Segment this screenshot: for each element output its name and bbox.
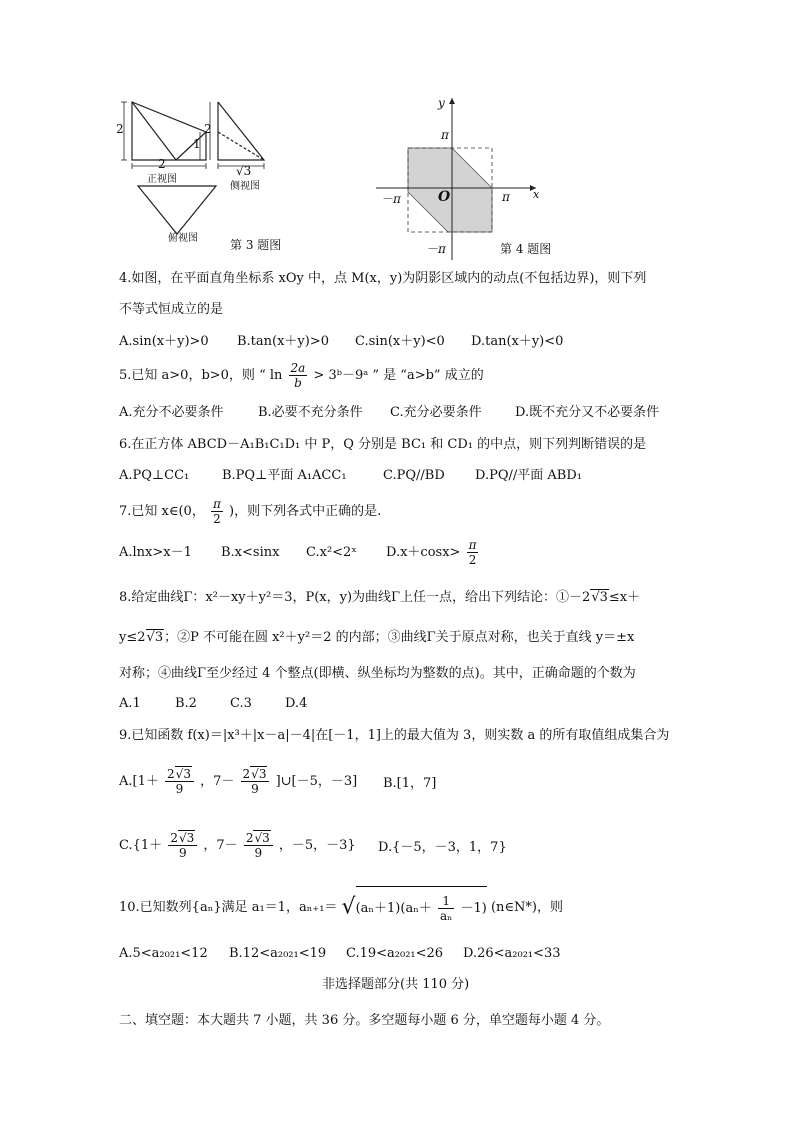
q8-line1 xyxy=(119,589,640,607)
q4-option-d: D.tan(x＋y)<0 xyxy=(471,334,564,349)
q6-stem: 6.在正方体 ABCD－A₁B₁C₁D₁ 中 P，Q 分别是 BC₁ 和 CD₁ 的中点，则下列判断错误的是 xyxy=(119,437,647,452)
q9-c-frac2-den: 9 xyxy=(254,846,263,860)
front-view xyxy=(132,102,206,160)
dim-side-width: √3 xyxy=(236,164,252,178)
q8-line1-tail: ≤x＋ xyxy=(608,590,641,605)
q9-option-b: B.[1，7] xyxy=(383,776,437,791)
q9-c-frac1-rad: 3 xyxy=(186,831,195,845)
y-axis-label: y xyxy=(438,96,445,110)
q9-c-frac2-coef: 2 xyxy=(245,831,254,845)
q7-option-c: C.x²<2ˣ xyxy=(306,545,357,560)
q5-ln: ln xyxy=(269,368,283,383)
q9-c-frac2 xyxy=(244,831,273,860)
q10-suffix: (n∈N*)，则 xyxy=(490,900,563,915)
q5-option-d: D.既不充分又不必要条件 xyxy=(515,405,660,420)
q8-line2-tail: ；②P 不可能在圆 x²＋y²＝2 的内部；③曲线Γ关于原点对称，也关于直线 y＝±x xyxy=(164,630,635,645)
q9-c-part3: ，－5，－3} xyxy=(278,838,356,853)
q10-option-b: B.12<a₂₀₂₁<19 xyxy=(229,946,327,961)
tick-pi-right: π xyxy=(502,190,510,204)
dim-front-height: 2 xyxy=(116,122,124,136)
tick-neg-pi-bottom: －π xyxy=(426,242,446,256)
q9-a-frac1 xyxy=(165,767,194,796)
q8-line1-radicand: 3 xyxy=(599,590,608,605)
q7-option-a: A.lnx>x－1 xyxy=(119,545,192,560)
q10-frac-den: aₙ xyxy=(439,909,453,923)
q10-option-a: A.5<a₂₀₂₁<12 xyxy=(119,946,208,961)
q4-option-a: A.sin(x＋y)>0 xyxy=(119,334,209,349)
q10-stem xyxy=(119,886,563,929)
q5-stem xyxy=(119,360,484,392)
top-view xyxy=(138,186,216,234)
side-view-label: 侧视图 xyxy=(230,181,260,192)
q10-option-c: C.19<a₂₀₂₁<26 xyxy=(346,946,444,961)
top-view-label: 俯视图 xyxy=(168,233,198,244)
q7-d-fraction xyxy=(467,538,479,567)
q8-line2-text: y≤2 xyxy=(119,630,146,645)
q4-option-c: C.sin(x＋y)<0 xyxy=(355,334,445,349)
q9-option-d: D.{－5，－3，1，7} xyxy=(378,840,507,855)
q9-c-frac2-num: 2√3 xyxy=(244,831,273,846)
origin-label: O xyxy=(438,189,451,205)
side-view xyxy=(218,102,264,160)
q7-stem xyxy=(119,495,381,529)
q9-c-frac1 xyxy=(168,831,197,860)
q10-radicand-a: (aₙ＋1)(aₙ＋ xyxy=(355,901,432,916)
q10-prefix: 10.已知数列{aₙ}满足 a₁＝1，aₙ₊₁＝ xyxy=(119,900,338,915)
q8-option-a: A.1 xyxy=(119,696,141,711)
q10-sqrt: √(aₙ＋1)(aₙ＋ $\frac{1}{\text{aₙ}}$ －1) xyxy=(342,886,487,929)
q9-c-frac2-rad: 3 xyxy=(262,831,270,845)
q9-a-frac1-num: 2√3 xyxy=(165,767,194,782)
q9-stem: 9.已知函数 f(x)＝|x³＋|x－a|－4|在[－1，1]上的最大值为 3，则实数 a 的所有取值组成集合为 xyxy=(119,728,670,743)
q9-a-part2: ，7－ xyxy=(200,774,235,789)
q10-radicand-b: －1) xyxy=(460,901,487,916)
q6-option-d: D.PQ//平面 ABD₁ xyxy=(475,468,582,483)
q9-c-frac1-den: 9 xyxy=(178,846,187,860)
q5-frac-num: 2a xyxy=(290,361,306,375)
q7-suffix: )，则下列各式中正确的是. xyxy=(229,504,382,519)
q9-a-frac2-rad: 3 xyxy=(258,767,267,781)
q6-option-c: C.PQ//BD xyxy=(383,468,445,483)
q7-prefix: 7.已知 x∈(0， xyxy=(119,504,205,519)
q5-fraction xyxy=(289,361,308,390)
q8-line1-sqrt: √3 xyxy=(591,590,608,605)
q5-option-b: B.必要不充分条件 xyxy=(258,405,363,420)
q9-a-frac1-den: 9 xyxy=(175,782,184,796)
q5-rhs: > 3ᵇ－9ᵃ xyxy=(313,368,369,383)
q5-option-a: A.充分不必要条件 xyxy=(119,405,224,420)
q8-option-b: B.2 xyxy=(175,696,197,711)
q9-a-frac2-den: 9 xyxy=(251,782,259,796)
dim-front-width: 2 xyxy=(158,157,166,171)
q7-option-d xyxy=(386,537,480,569)
q6-option-b: B.PQ⊥平面 A₁ACC₁ xyxy=(222,468,347,483)
q4-stem-line1: 4.如图，在平面直角坐标系 xOy 中，点 M(x，y)为阴影区域内的动点(不包括边界)，则下列 xyxy=(119,271,647,286)
dim-front-right: 1 xyxy=(193,137,201,151)
q6-option-a: A.PQ⊥CC₁ xyxy=(119,468,190,483)
q8-line2-sqrt: √3 xyxy=(146,630,164,645)
q9-option-a xyxy=(119,764,357,800)
q10-fraction xyxy=(438,894,454,923)
q7-frac-den: 2 xyxy=(213,512,221,526)
q5-suffix: ” 是 “a>b” 成立的 xyxy=(372,368,484,383)
q4-stem-line2: 不等式恒成立的是 xyxy=(119,302,224,317)
q9-a-frac2 xyxy=(241,767,270,796)
fill-in-heading: 二、填空题：本大题共 7 小题，共 36 分。多空题每小题 6 分，单空题每小题 4 分。 xyxy=(119,1013,610,1028)
q8-option-d: D.4 xyxy=(285,696,308,711)
figure-3 xyxy=(118,96,288,256)
q8-line1-text: 8.给定曲线Γ：x²－xy＋y²＝3，P(x，y)为曲线Γ上任一点，给出下列结论：①－2 xyxy=(119,590,591,605)
q7-fraction xyxy=(211,497,223,526)
q5-prefix: 5.已知 a>0，b>0，则 “ xyxy=(119,368,266,383)
q9-c-frac1-coef: 2 xyxy=(170,831,178,845)
q8-line2 xyxy=(119,629,634,647)
q5-frac-den: b xyxy=(294,376,302,390)
q9-c-part1: C.{1＋ xyxy=(119,838,163,853)
q7-d-num: π xyxy=(468,538,477,552)
q7-d-prefix: D.x＋cosx> xyxy=(386,545,461,560)
q9-a-frac1-rad: 3 xyxy=(183,767,191,781)
fig4-caption: 第 4 题图 xyxy=(500,242,552,256)
tick-neg-pi-left: －π xyxy=(381,192,401,206)
q7-option-b: B.x<sinx xyxy=(221,545,280,560)
q8-line3: 对称；④曲线Γ至少经过 4 个整点(即横、纵坐标均为整数的点)。其中，正确命题的个数为 xyxy=(119,666,636,681)
section-title: 非选择题部分(共 110 分) xyxy=(322,977,470,992)
q8-option-c: C.3 xyxy=(230,696,252,711)
q9-option-c xyxy=(119,828,356,864)
q9-c-frac1-num: 2√3 xyxy=(168,831,197,846)
q5-option-c: C.充分必要条件 xyxy=(390,405,482,420)
tick-pi-top: π xyxy=(441,128,449,142)
x-axis-label: x xyxy=(533,188,540,201)
q10-frac-num: 1 xyxy=(438,894,454,909)
q7-d-den: 2 xyxy=(468,553,477,567)
q9-c-part2: ，7－ xyxy=(203,838,238,853)
figure-4 xyxy=(370,94,550,264)
q9-a-part1: A.[1＋ xyxy=(119,774,159,789)
q9-a-frac2-num: 2√3 xyxy=(241,767,270,782)
fig3-caption: 第 3 题图 xyxy=(230,238,282,252)
q9-a-part3: ]∪[－5，－3] xyxy=(275,774,358,789)
q9-a-frac1-coef: 2 xyxy=(167,767,175,781)
q9-a-frac2-coef: 2 xyxy=(242,767,251,781)
q4-option-b: B.tan(x＋y)>0 xyxy=(237,334,330,349)
q10-option-d: D.26<a₂₀₂₁<33 xyxy=(463,946,561,961)
q8-line2-radicand: 3 xyxy=(154,630,164,645)
dim-side-height: 2 xyxy=(204,122,212,136)
front-view-label: 正视图 xyxy=(147,174,177,185)
q7-frac-num: π xyxy=(212,497,221,511)
